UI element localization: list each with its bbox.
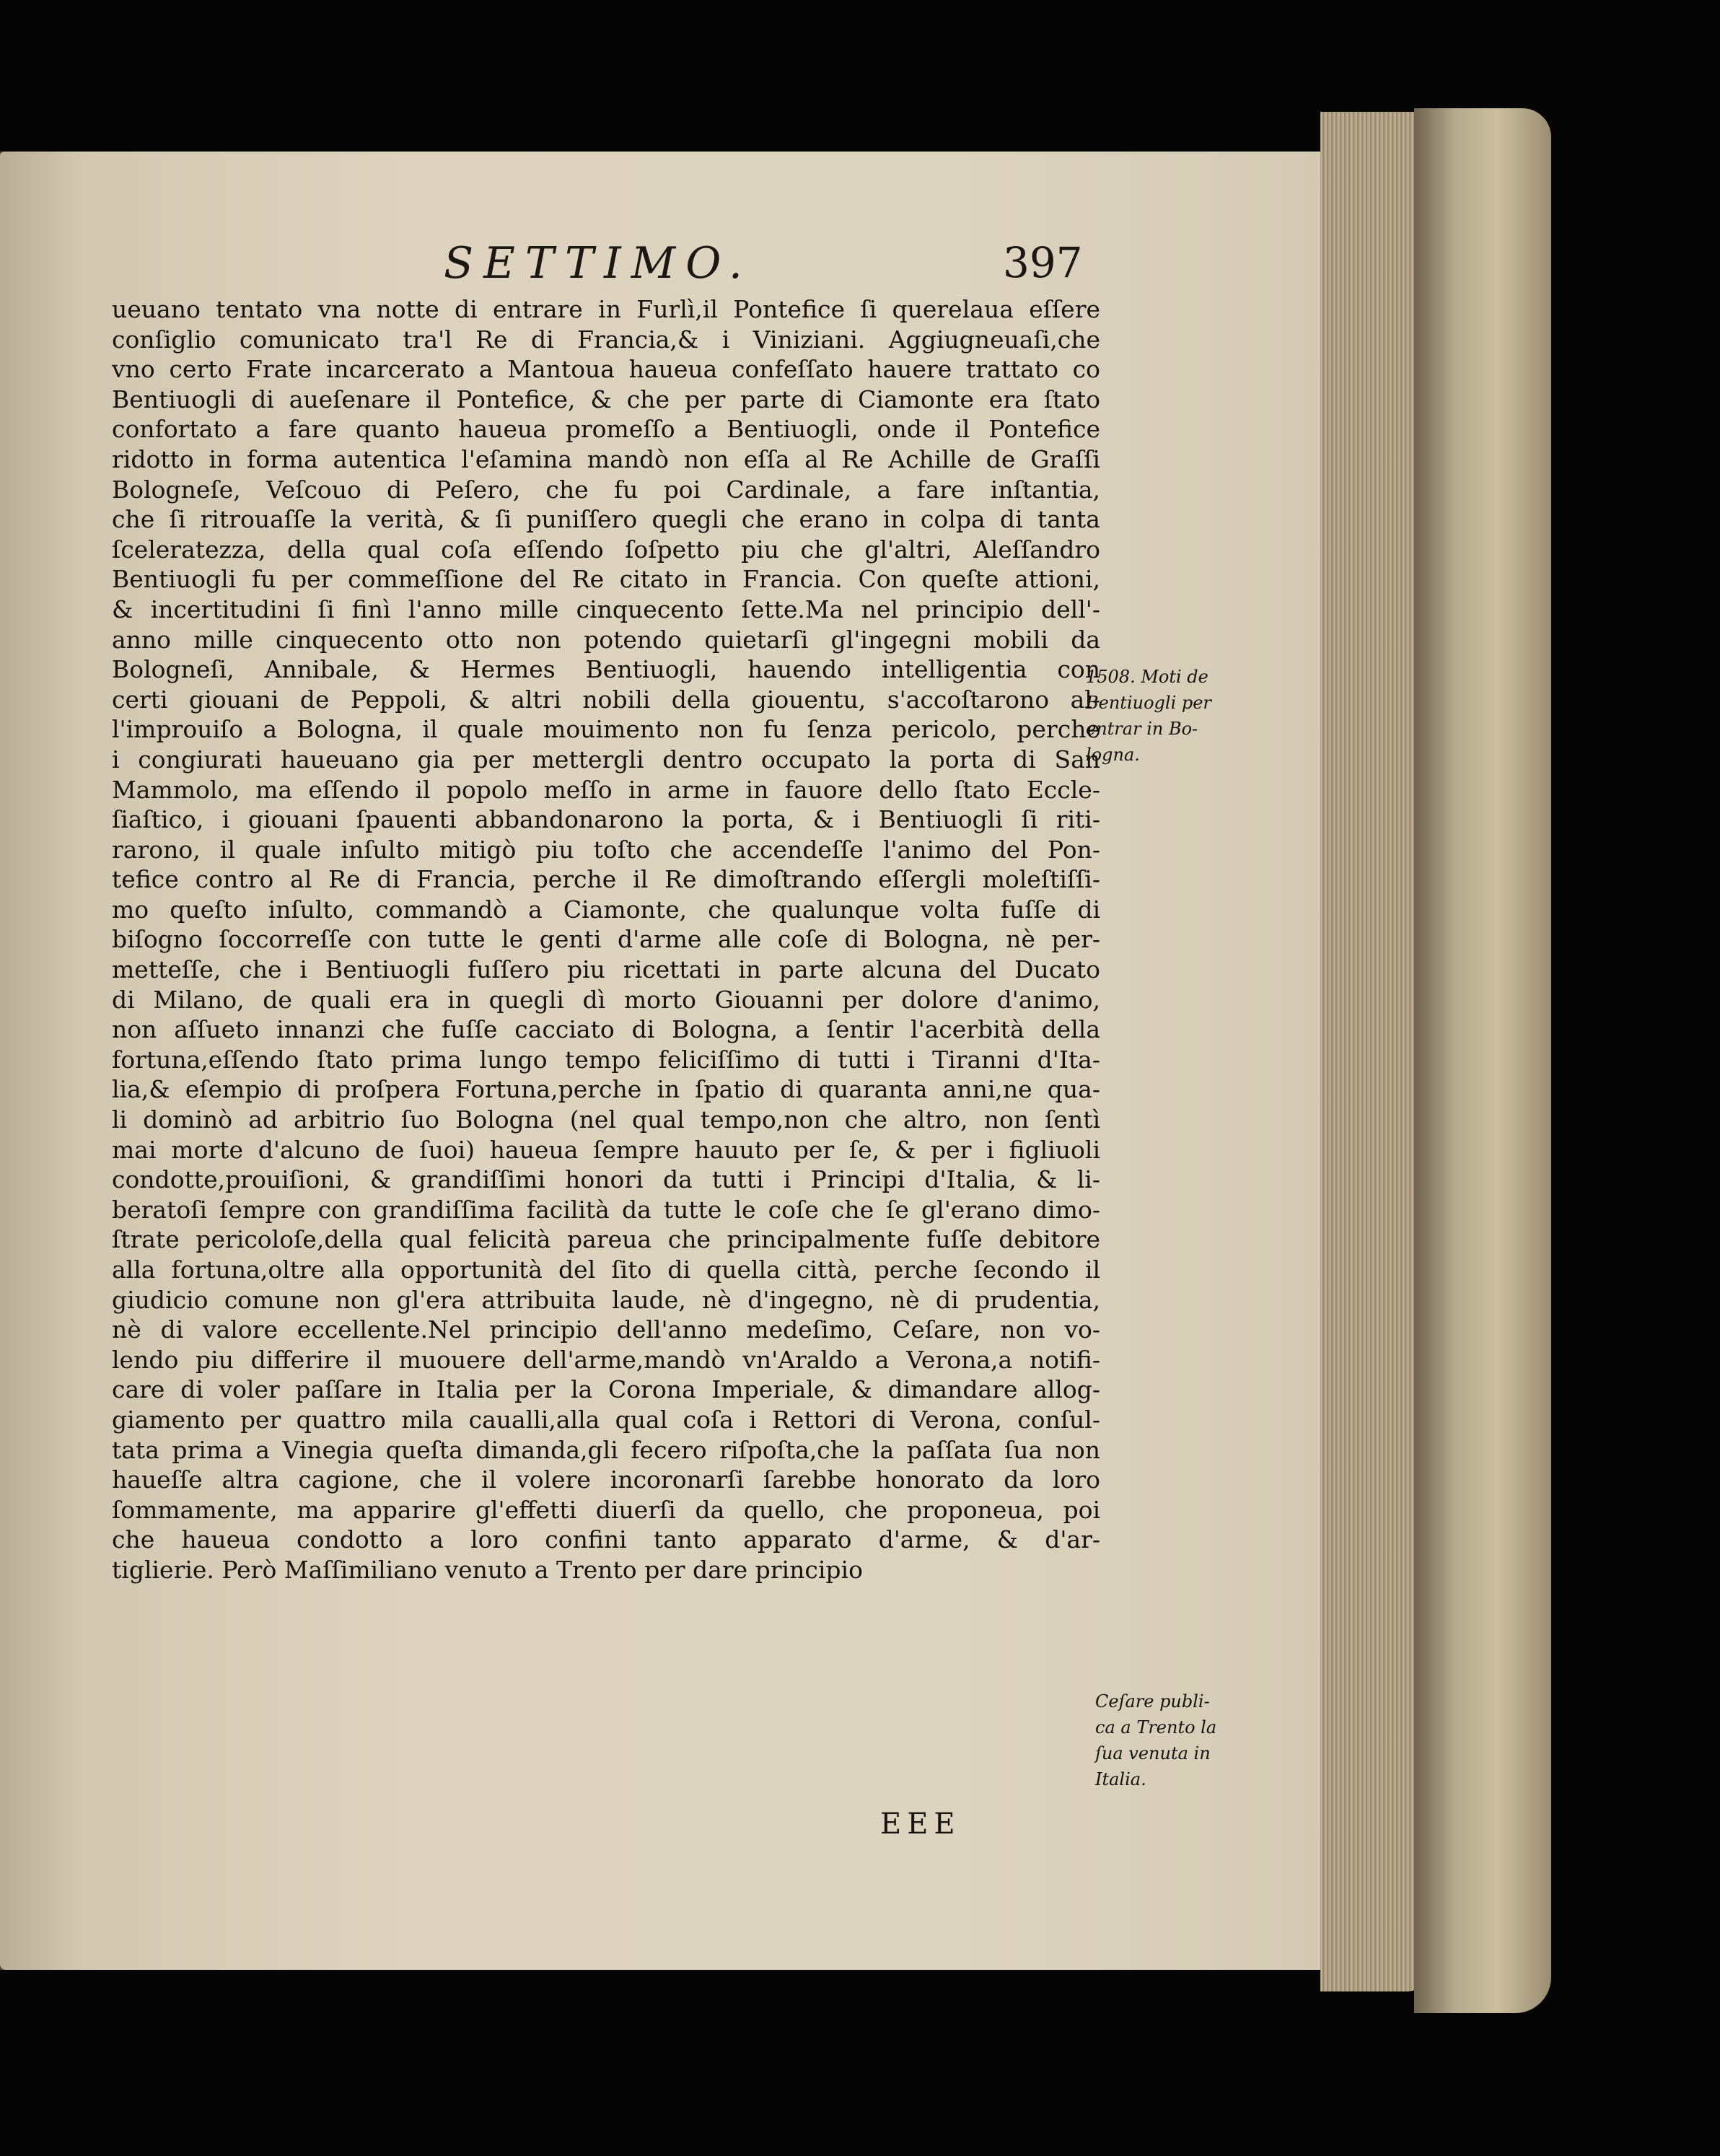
text-line: lia,& eſempio di proſpera Fortuna,perche in ſpatio di quaranta anni,ne qua- [112,1075,1100,1104]
text-line: beratoſi ſempre con grandiſſima facilità da tutte le coſe che ſe gl'erano dimo- [112,1195,1100,1224]
text-line: rarono, il quale inſulto mitigò piu toſto che accendeſſe l'animo del Pon- [112,835,1100,864]
text-line: che ſi ritrouaſſe la verità, & ſi puniſſero quegli che erano in colpa di tanta [112,505,1100,534]
text-line: i congiurati haueuano gia per mettergli dentro occupato la porta di San [112,745,1100,774]
text-line: conſiglio comunicato tra'l Re di Francia,& i Viniziani. Aggiugneuaſi,che [112,325,1100,354]
margin-note-cesare [1095,1688,1232,1792]
text-line: condotte,prouiſioni, & grandiſſimi honori da tutti i Principi d'Italia, & li- [112,1165,1100,1194]
text-line: metteſſe, che i Bentiuogli fuſſero piu ricettati in parte alcuna del Ducato [112,955,1100,984]
text-line: Bologneſe, Veſcouo di Peſero, che fu poi Cardinale, a fare inſtantia, [112,475,1100,504]
margin-note-line: logna. [1086,745,1140,765]
margin-note-line: ca a Trento la [1095,1717,1217,1737]
text-line: nè di valore eccellente.Nel principio dell'anno medeſimo, Ceſare, non vo- [112,1315,1100,1344]
text-line: tata prima a Vinegia queſta dimanda,gli fecero riſpoſta,che la paſſata ſua non [112,1435,1100,1464]
text-line: mo queſto inſulto, commandò a Ciamonte, che qualunque volta fuſſe di [112,895,1100,924]
text-line: Bentiuogli fu per commeſſione del Re citato in Francia. Con queſte attioni, [112,565,1100,594]
text-line: che haueua condotto a loro confini tanto apparato d'arme, & d'ar- [112,1525,1100,1554]
text-line: tiglierie. Però Maſſimiliano venuto a Trento per dare principio [112,1555,863,1584]
text-line: alla fortuna,oltre alla opportunità del ſito di quella città, perche ſecondo il [112,1256,1100,1284]
text-line: Mammolo, ma eſſendo il popolo meſſo in arme in fauore dello ſtato Eccle- [112,775,1100,804]
text-line: anno mille cinquecento otto non potendo quietarſi gl'ingegni mobili da [112,625,1100,654]
text-line: ridotto in forma autentica l'eſamina mandò non eſſa al Re Achille de Graſſi [112,444,1100,473]
page-number: 397 [1003,238,1083,287]
text-line: vno certo Frate incarcerato a Mantoua haueua confeſſato hauere trattato co [112,355,1100,384]
margin-note-line: ſua venuta in [1095,1743,1211,1763]
text-line: giamento per quattro mila caualli,alla qual coſa i Rettori di Verona, conſul- [112,1405,1100,1434]
text-line: di Milano, de quali era in quegli dì morto Giouanni per dolore d'animo, [112,985,1100,1014]
margin-note-line: 1508. Moti de [1086,667,1208,687]
margin-note-line: Bentiuogli per [1086,693,1211,713]
text-line: confortato a fare quanto haueua promeſſo a Bentiuogli, onde il Pontefice [112,415,1100,444]
page-header [0,238,1356,303]
margin-note-line: Ceſare publi- [1095,1691,1210,1712]
text-line: li dominò ad arbitrio ſuo Bologna (nel qual tempo,non che altro, non ſentì [112,1105,1100,1134]
running-head: SETTIMO. [444,238,752,289]
text-line: giudicio comune non gl'era attribuita laude, nè d'ingegno, nè di prudentia, [112,1285,1100,1314]
text-line: biſogno ſoccorreſſe con tutte le genti d'arme alle coſe di Bologna, nè per- [112,925,1100,954]
text-line: Bentiuogli di aueſenare il Pontefice, & che per parte di Ciamonte era ſtato [112,385,1100,413]
text-line: haueſſe altra cagione, che il volere incoronarſi ſarebbe honorato da loro [112,1465,1100,1494]
page-edges [1320,112,1429,1991]
text-line: fortuna,eſſendo ſtato prima lungo tempo feliciſſimo di tutti i Tiranni d'Ita- [112,1045,1100,1074]
text-line: lendo piu differire il muouere dell'arme,mandò vn'Araldo a Verona,a notifi- [112,1345,1100,1374]
margin-note-line: entrar in Bo- [1086,719,1198,739]
body-text [112,294,1100,1585]
text-line: Bologneſi, Annibale, & Hermes Bentiuogli, hauendo intelligentia con [112,655,1100,684]
text-line: mai morte d'alcuno de ſuoi) haueua ſempre hauuto per ſe, & per i figliuoli [112,1135,1100,1164]
text-line: ſceleratezza, della qual coſa eſſendo ſoſpetto piu che gl'altri, Aleſſandro [112,535,1100,564]
text-line: l'improuiſo a Bologna, il quale mouimento non fu ſenza pericolo, perche [112,715,1100,744]
text-line: ſommamente, ma apparire gl'effetti diuerſi da quello, che proponeua, poi [112,1495,1100,1524]
book-cover [1414,108,1551,2013]
margin-note-line: Italia. [1095,1769,1146,1789]
margin-note-1508 [1086,664,1223,768]
text-line: tefice contro al Re di Francia, perche il Re dimoſtrando eſſergli moleſtiſſi- [112,865,1100,894]
text-line: & incertitudini ſi finì l'anno mille cinquecento ſette.Ma nel principio dell'- [112,595,1100,623]
text-line: care di voler paſſare in Italia per la Corona Imperiale, & dimandare allog- [112,1375,1100,1404]
text-line: ueuano tentato vna notte di entrare in Furlì,il Pontefice ſi querelaua eſſere [112,295,1100,323]
text-line: non aſſueto innanzi che fuſſe cacciato di Bologna, a ſentir l'acerbità della [112,1015,1100,1044]
text-line: ſiaſtico, i giouani ſpauenti abbandonarono la porta, & i Bentiuogli ſi riti- [112,805,1100,834]
text-line: ſtrate pericoloſe,della qual felicità pareua che principalmente fuſſe debitore [112,1225,1100,1254]
signature-mark: EEE [880,1807,961,1841]
text-line: certi giouani de Peppoli, & altri nobili della giouentu, s'accoſtarono al- [112,685,1100,714]
